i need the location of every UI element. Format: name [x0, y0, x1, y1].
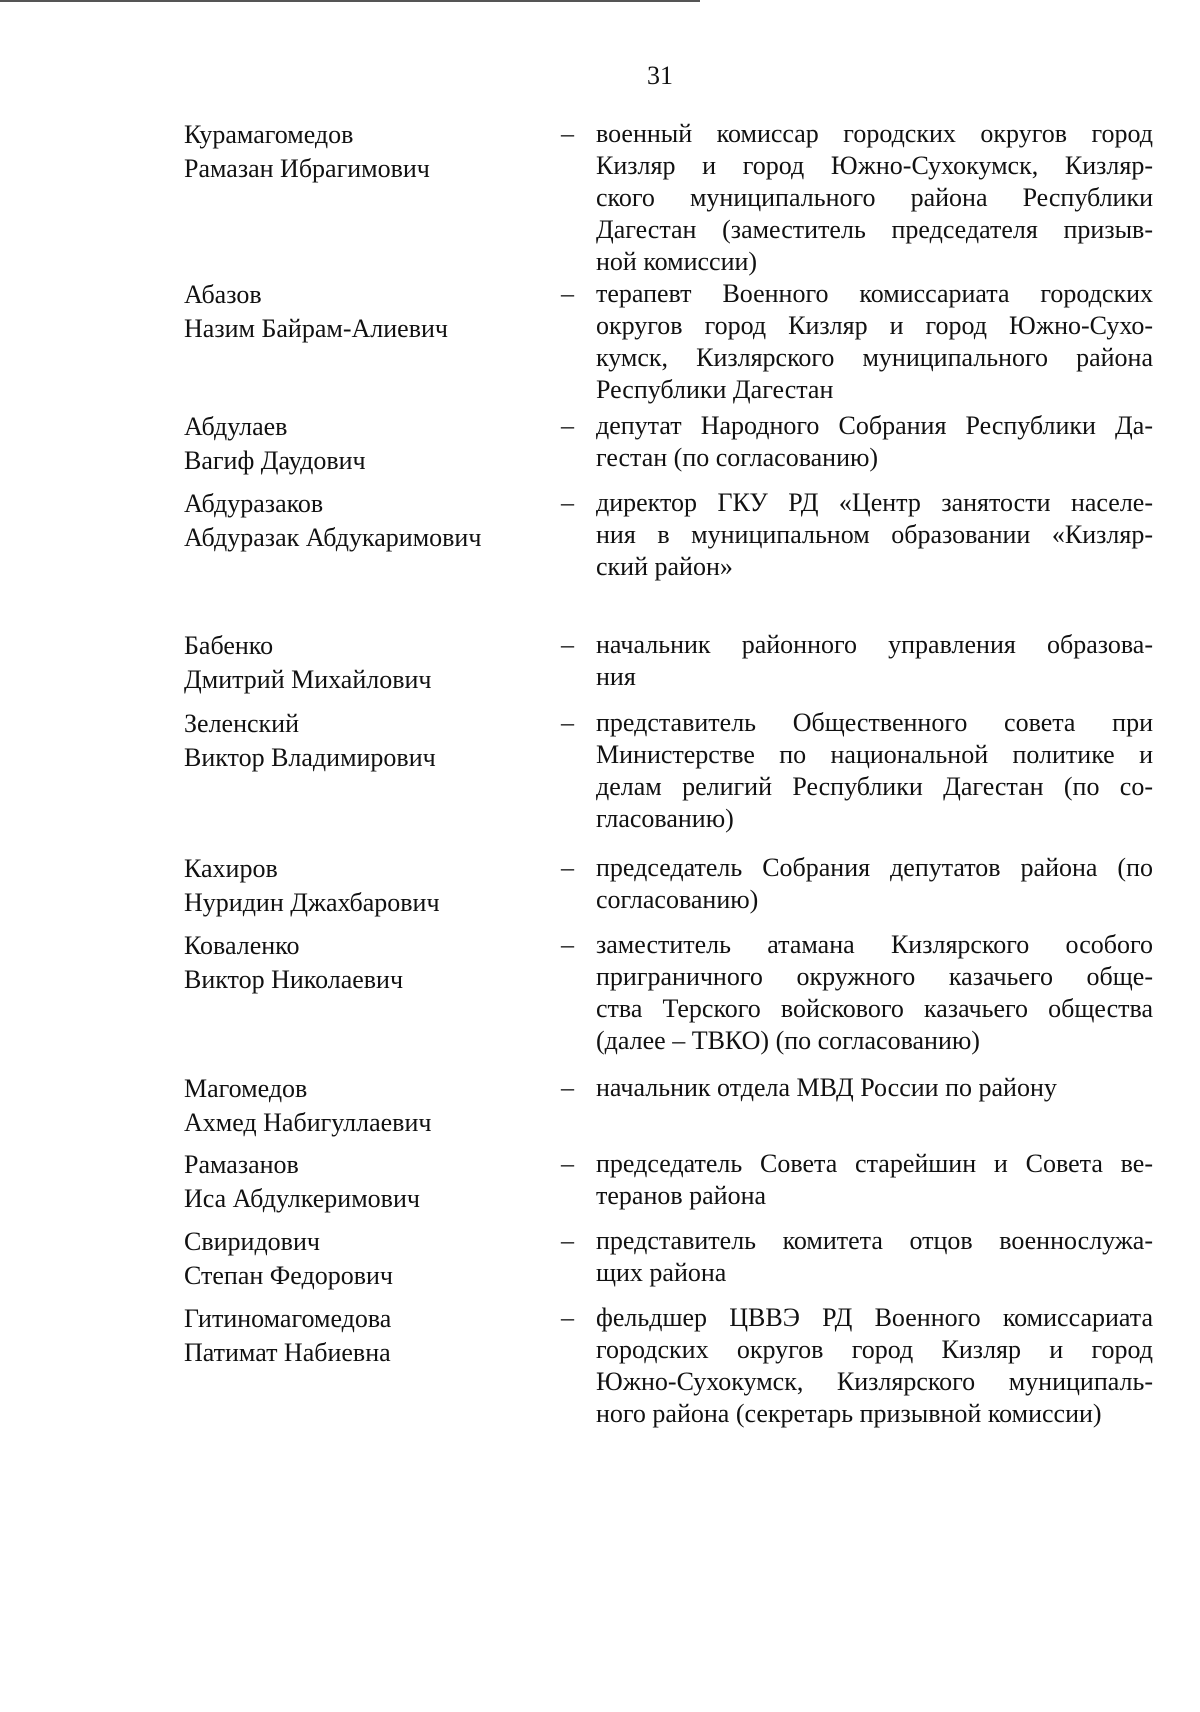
member-given-name: Патимат Набиевна — [184, 1338, 391, 1367]
member-role-line: ского муниципального района Республики — [596, 183, 1153, 212]
dash-separator: – — [561, 853, 574, 882]
dash-separator: – — [561, 1073, 574, 1102]
member-role — [596, 1072, 1153, 1104]
member-surname: Абдулаев — [184, 412, 288, 441]
member-role-line: ния в муниципальном образовании «Кизляр- — [596, 520, 1153, 549]
member-role — [596, 629, 1153, 693]
dash-separator: – — [561, 1149, 574, 1178]
page-number: 31 — [647, 61, 673, 90]
dash-separator: – — [561, 630, 574, 659]
member-name — [184, 707, 524, 775]
member-surname: Рамазанов — [184, 1150, 299, 1179]
member-surname: Курамагомедов — [184, 120, 354, 149]
member-name — [184, 929, 524, 997]
member-role — [596, 118, 1153, 278]
member-surname: Коваленко — [184, 931, 300, 960]
member-given-name: Нуридин Джахбарович — [184, 888, 440, 917]
member-name — [184, 410, 524, 478]
member-name — [184, 487, 524, 555]
member-given-name: Абдуразак Абдукаримович — [184, 523, 482, 552]
member-name — [184, 1072, 524, 1140]
member-name — [184, 118, 524, 186]
member-role-line: фельдшер ЦВВЭ РД Военного комиссариата — [596, 1303, 1153, 1332]
member-role-line: гласованию) — [596, 804, 734, 833]
member-role-line: начальник отдела МВД России по району — [596, 1073, 1057, 1102]
member-name — [184, 278, 524, 346]
member-role-line: заместитель атамана Кизлярского особого — [596, 930, 1153, 959]
member-role-line: военный комиссар городских округов город — [596, 119, 1153, 148]
member-role-line: щих района — [596, 1258, 727, 1287]
dash-separator: – — [561, 411, 574, 440]
member-role-line: гестан (по согласованию) — [596, 443, 879, 472]
member-role-line: округов город Кизляр и город Южно-Сухо- — [596, 311, 1153, 340]
member-role-line: директор ГКУ РД «Центр занятости населе- — [596, 488, 1153, 517]
member-role-line: депутат Народного Собрания Республики Да- — [596, 411, 1153, 440]
member-role-line: теранов района — [596, 1181, 767, 1210]
dash-separator: – — [561, 708, 574, 737]
member-name — [184, 1225, 524, 1293]
member-role-line: Республики Дагестан — [596, 375, 834, 404]
member-given-name: Ахмед Набигуллаевич — [184, 1108, 432, 1137]
member-surname: Абазов — [184, 280, 262, 309]
member-role-line: ного района (секретарь призывной комиссии) — [596, 1399, 1102, 1428]
member-surname: Свиридович — [184, 1227, 320, 1256]
member-name — [184, 852, 524, 920]
dash-separator: – — [561, 1226, 574, 1255]
member-role-line: ной комиссии) — [596, 247, 758, 276]
member-role-line: представитель комитета отцов военнослужа- — [596, 1226, 1153, 1255]
member-role-line: кумск, Кизлярского муниципального района — [596, 343, 1153, 372]
dash-separator: – — [561, 279, 574, 308]
member-role-line: председатель Совета старейшин и Совета ве- — [596, 1149, 1153, 1178]
member-given-name: Вагиф Даудович — [184, 446, 366, 475]
member-role-line: терапевт Военного комиссариата городских — [596, 279, 1153, 308]
member-given-name: Рамазан Ибрагимович — [184, 154, 430, 183]
member-role-line: согласованию) — [596, 885, 759, 914]
dash-separator: – — [561, 1303, 574, 1332]
member-given-name: Степан Федорович — [184, 1261, 394, 1290]
member-role — [596, 1302, 1153, 1430]
member-role-line: Министерстве по национальной политике и — [596, 740, 1153, 769]
dash-separator: – — [561, 930, 574, 959]
member-given-name: Виктор Николаевич — [184, 965, 404, 994]
member-surname: Кахиров — [184, 854, 278, 883]
member-role-line: ства Терского войскового казачьего общества — [596, 994, 1153, 1023]
member-surname: Магомедов — [184, 1074, 308, 1103]
member-given-name: Иса Абдулкеримович — [184, 1184, 420, 1213]
member-surname: Зеленский — [184, 709, 299, 738]
member-role-line: городских округов город Кизляр и город — [596, 1335, 1153, 1364]
member-surname: Бабенко — [184, 631, 274, 660]
member-role-line: Дагестан (заместитель председателя призыв- — [596, 215, 1153, 244]
member-role-line: Кизляр и город Южно-Сухокумск, Кизляр- — [596, 151, 1153, 180]
member-role — [596, 410, 1153, 474]
member-role — [596, 487, 1153, 583]
member-given-name: Дмитрий Михайлович — [184, 665, 432, 694]
member-role-line: ский район» — [596, 552, 733, 581]
member-role-line: (далее – ТВКО) (по согласованию) — [596, 1026, 980, 1055]
member-name — [184, 1302, 524, 1370]
member-role — [596, 278, 1153, 406]
member-name — [184, 1148, 524, 1216]
member-role-line: представитель Общественного совета при — [596, 708, 1153, 737]
member-role — [596, 1225, 1153, 1289]
member-name — [184, 629, 524, 697]
member-role — [596, 1148, 1153, 1212]
member-role-line: ния — [596, 662, 636, 691]
member-given-name: Назим Байрам-Алиевич — [184, 314, 448, 343]
member-given-name: Виктор Владимирович — [184, 743, 436, 772]
dash-separator: – — [561, 488, 574, 517]
member-role-line: делам религий Республики Дагестан (по со- — [596, 772, 1153, 801]
member-role-line: приграничного окружного казачьего обще- — [596, 962, 1153, 991]
member-role-line: Южно-Сухокумск, Кизлярского муниципаль- — [596, 1367, 1153, 1396]
member-role-line: начальник районного управления образова- — [596, 630, 1153, 659]
member-role-line: председатель Собрания депутатов района (по — [596, 853, 1153, 882]
member-surname: Абдуразаков — [184, 489, 324, 518]
member-role — [596, 929, 1153, 1057]
member-surname: Гитиномагомедова — [184, 1304, 392, 1333]
dash-separator: – — [561, 119, 574, 148]
member-role — [596, 852, 1153, 916]
member-role — [596, 707, 1153, 835]
